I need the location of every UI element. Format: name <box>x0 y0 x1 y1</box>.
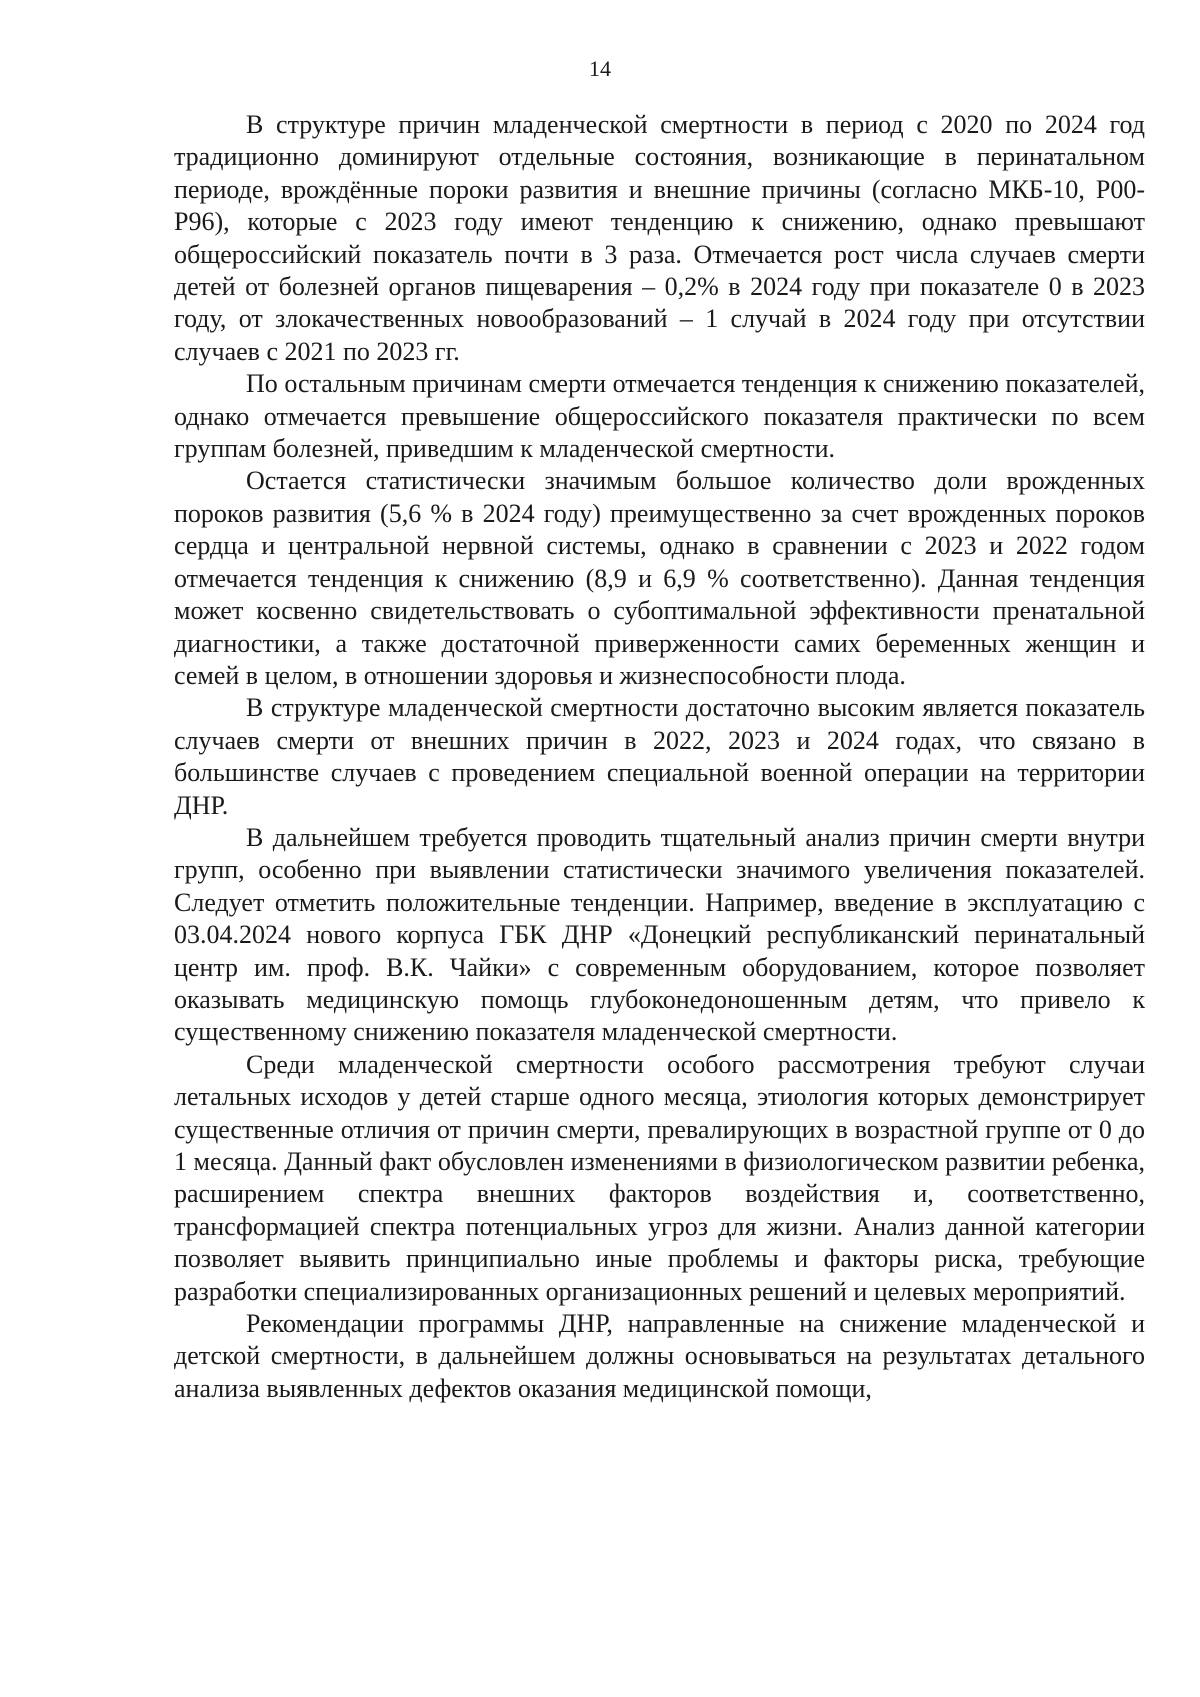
paragraph-recommendations: Рекомендации программы ДНР, направленные на снижение младенческой и детской смертности, в дальнейшем должны основываться на результатах детального анализа выявленных дефектов оказания медицинской помощи, <box>174 1309 1145 1403</box>
document-body <box>174 109 1145 1405</box>
page-number: 14 <box>589 56 611 81</box>
paragraph-external-causes: В структуре младенческой смертности достаточно высоким является показатель случаев смерти от внешних причин в 2022, 2023 и 2024 годах, что связано в большинстве случаев с проведением специальной военной операции на территории ДНР. <box>174 693 1145 820</box>
paragraph-congenital-malformations: Остается статистически значимым большое количество доли врожденных пороков развития (5,6 % в 2024 году) преимущественно за счет врожденных пороков сердца и центральной нервной системы, однако в сравнении с 2023 и 2022 годом отмечается тенденция к снижению (8,9 и 6,9 % соответственно). Данная тенденция может косвенно свидетельствовать о субоптимальной эффективности пренатальной диагностики, а также достаточной приверженности самих беременных женщин и семей в целом, в отношении здоровья и жизнеспособности плода. <box>174 466 1145 690</box>
paragraph-other-causes: По остальным причинам смерти отмечается тенденция к снижению показателей, однако отмечается превышение общероссийского показателя практически по всем группам болезней, приведшим к младенческой смертности. <box>174 369 1145 464</box>
paragraph-older-infants: Среди младенческой смертности особого рассмотрения требуют случаи летальных исходов у детей старше одного месяца, этиология которых демонстрирует существенные отличия от причин смерти, превалирующих в возрастной группе от 0 до 1 месяца. Данный факт обусловлен изменениями в физиологическом развитии ребенка, расширением спектра внешних факторов воздействия и, соответственно, трансформацией спектра потенциальных угроз для жизни. Анализ данной категории позволяет выявить принципиально иные проблемы и факторы риска, требующие разработки специализированных организационных решений и целевых мероприятий. <box>174 1049 1145 1306</box>
paragraph-further-analysis: В дальнейшем требуется проводить тщательный анализ причин смерти внутри групп, особенно при выявлении статистически значимого увеличения показателей. Следует отметить положительные тенденции. Например, введение в эксплуатацию с 03.04.2024 нового корпуса ГБК ДНР «Донецкий республиканский перинатальный центр им. проф. В.К. Чайки» с современным оборудованием, которое позволяет оказывать медицинскую помощь глубоконедоношенным детям, что привело к существенному снижению показателя младенческой смертности. <box>174 822 1145 1047</box>
paragraph-infant-mortality-structure: В структуре причин младенческой смертности в период с 2020 по 2024 год традиционно доминируют отдельные состояния, возникающие в перинатальном периоде, врождённые пороки развития и внешние причины (согласно МКБ-10, Р00-Р96), которые с 2023 году имеют тенденцию к снижению, однако превышают общероссийский показатель почти в 3 раза. Отмечается рост числа случаев смерти детей от болезней органов пищеварения – 0,2% в 2024 году при показателе 0 в 2023 году, от злокачественных новообразований – 1 случай в 2024 году при отсутствии случаев с 2021 по 2023 гг. <box>174 110 1145 366</box>
